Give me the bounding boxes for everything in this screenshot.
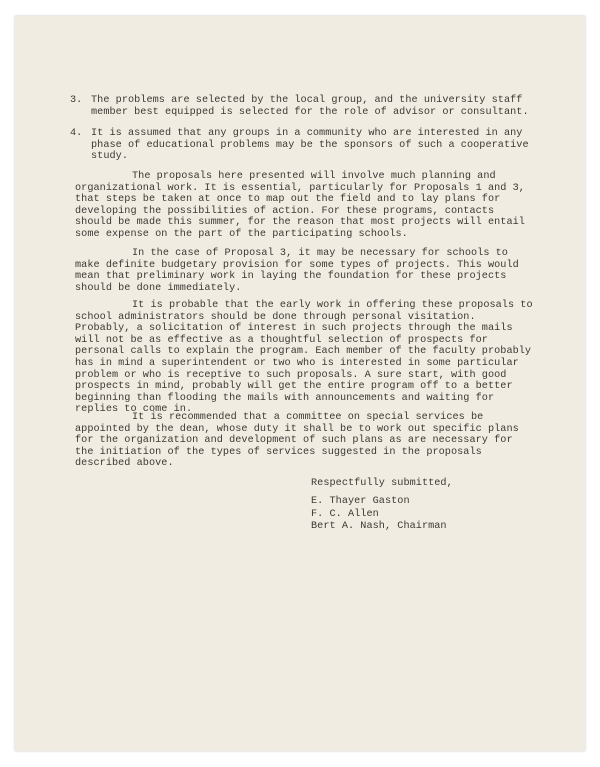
paragraph-planning: The proposals here presented will involve much planning and organizational work. It is essential, particularly for Proposals 1 and 3, that steps be taken at once to map out the field and to lay plans for developing the possibilities of action. For these programs, contacts should be made this summer, for the reason that most projects will entail some expense on the part of the participating schools. <box>75 171 525 240</box>
signature-block <box>311 496 551 534</box>
list-item-number: 3. <box>70 95 83 106</box>
list-item-3 <box>70 95 540 118</box>
list-item-text: The problems are selected by the local group, and the university staff member best equipped is selected for the role of advisor or consultant. <box>91 95 529 118</box>
list-item-number: 4. <box>70 128 83 139</box>
list-item-text: It is assumed that any groups in a community who are interested in any phase of educational problems may be the sponsors of such a cooperative study. <box>91 128 529 163</box>
signatory-nash: Bert A. Nash, Chairman <box>311 521 447 533</box>
signatory-allen: F. C. Allen <box>311 508 379 520</box>
closing-line: Respectfully submitted, <box>311 478 453 489</box>
paragraph-visitation: It is probable that the early work in offering these proposals to school administrators should be done through personal visitation. Probably, a solicitation of interest in such projects through the mails will not be as effective as a thoughtful selection of prospects for personal calls to explain the program. Each member of the faculty probably has in mind a superintendent or two who is interested in some particular problem or who is receptive to such proposals. A sure start, with good prospects in mind, probably will get the entire program off to a better beginning than flooding the mails with announcements and waiting for replies to come in. <box>75 300 533 416</box>
signatory-gaston: E. Thayer Gaston <box>311 496 410 507</box>
paragraph-budget: In the case of Proposal 3, it may be necessary for schools to make definite budgetary provision for some types of projects. This would mean that preliminary work in laying the foundation for these projects should be done immediately. <box>75 248 519 294</box>
paragraph-committee: It is recommended that a committee on special services be appointed by the dean, whose duty it shall be to work out specific plans for the organization and development of such plans as are necessary for the initiation of the types of services suggested in the proposals described above. <box>75 412 519 470</box>
list-item-4 <box>70 128 540 163</box>
